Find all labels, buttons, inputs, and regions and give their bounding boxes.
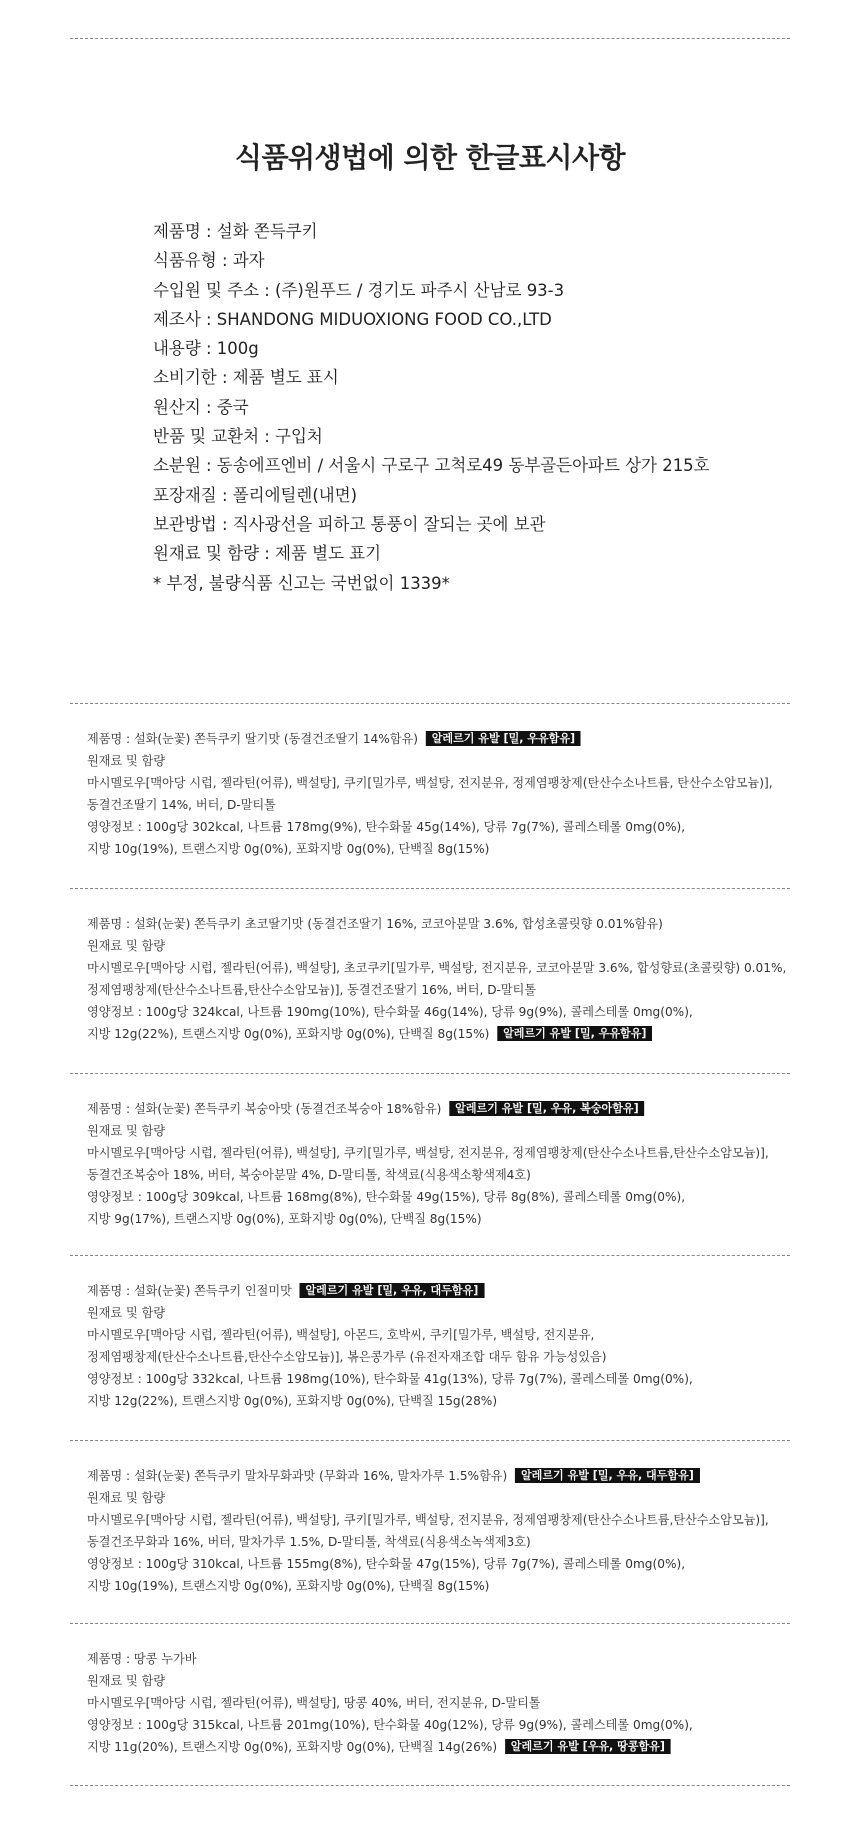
nutrition-line: 영양정보 : 100g당 302kcal, 나트륨 178mg(9%), 탄수화물 45g(14%), 당류 7g(7%), 콜레스테롤 0mg(0%), [87, 819, 686, 834]
ingredients-line: 마시멜로우[맥아당 시럽, 젤라틴(어류), 백설탕], 초코쿠키[밀가루, 백설탕, 전지분유, 코코아분말 3.6%, 합성향료(초콜릿향) 0.01%, [87, 960, 787, 975]
info-product-name: 제품명 : 설화 쫀득쿠키 [153, 222, 318, 242]
product-block-choco-strawberry [87, 913, 807, 1045]
ingredients-line: 정제염팽창제(탄산수소나트륨,탄산수소암모늄)], 동결건조딸기 16%, 버터, D-말티톨 [87, 982, 537, 997]
product-name-line [87, 1465, 792, 1487]
ingredients-line: 정제염팽창제(탄산수소나트륨,탄산수소암모늄)], 볶은콩가루 (유전자재조합 대두 함유 가능성있음) [87, 1349, 607, 1364]
divider [70, 1623, 790, 1624]
nutrition-line: 영양정보 : 100g당 310kcal, 나트륨 155mg(8%), 탄수화물 47g(15%), 당류 7g(7%), 콜레스테롤 0mg(0%), [87, 1556, 686, 1571]
info-origin: 원산지 : 중국 [153, 397, 249, 418]
ingredients-line: 마시멜로우[맥아당 시럽, 젤라틴(어류), 백설탕], 쿠키[밀가루, 백설탕, 전지분유, 정제염팽창제(탄산수소나트륨,탄산수소암모늄)], [87, 1145, 769, 1160]
page-title: 식품위생법에 의한 한글표시사항 [234, 141, 626, 174]
ingredients-line: 동결건조무화과 16%, 버터, 말차가루 1.5%, D-말티톨, 착색료(식용색소녹색제3호) [87, 1534, 531, 1549]
nutrition-line: 지방 10g(19%), 트랜스지방 0g(0%), 포화지방 0g(0%), 단백질 8g(15%) [87, 1578, 490, 1593]
divider [70, 1073, 790, 1074]
divider [70, 888, 790, 889]
ingredients-heading: 원재료 및 함량 [87, 1490, 166, 1505]
product-name-line [87, 728, 792, 750]
product-name: 제품명 : 설화(눈꽃) 쫀득쿠키 말차무화과맛 (무화과 16%, 말차가루 1.5%함유) [87, 1468, 508, 1483]
ingredients-heading: 원재료 및 함량 [87, 938, 166, 953]
ingredients-line: 마시멜로우[맥아당 시럽, 젤라틴(어류), 백설탕], 아몬드, 호박씨, 쿠키[밀가루, 백설탕, 전지분유, [87, 1327, 595, 1342]
info-packaging: 포장재질 : 폴리에틸렌(내면) [153, 485, 358, 506]
product-name: 제품명 : 땅콩 누가바 [87, 1651, 197, 1666]
nutrition-text: 지방 11g(20%), 트랜스지방 0g(0%), 포화지방 0g(0%), 단백질 14g(26%) [87, 1739, 498, 1754]
product-block-peanut-nougat [87, 1648, 807, 1758]
allergy-badge: 알레르기 유발 [밀, 우유, 대두함유] [300, 1283, 485, 1298]
allergy-badge: 알레르기 유발 [밀, 우유함유] [497, 1026, 652, 1041]
info-storage: 보관방법 : 직사광선을 피하고 통풍이 잘되는 곳에 보관 [153, 514, 546, 535]
allergy-badge: 알레르기 유발 [밀, 우유함유] [426, 731, 581, 746]
info-report-notice: * 부정, 불량식품 신고는 국번없이 1339* [153, 573, 450, 594]
divider [70, 1440, 790, 1441]
ingredients-heading: 원재료 및 함량 [87, 1673, 166, 1688]
label-info-block [153, 218, 813, 599]
divider-bottom [70, 1785, 790, 1786]
info-food-type: 식품유형 : 과자 [153, 251, 265, 272]
allergy-badge: 알레르기 유발 [밀, 우유, 대두함유] [515, 1468, 700, 1483]
divider [70, 703, 790, 704]
product-block-matcha-fig [87, 1465, 807, 1597]
nutrition-line-last [87, 1736, 792, 1758]
info-expiry: 소비기한 : 제품 별도 표시 [153, 368, 339, 389]
info-ingredients: 원재료 및 함량 : 제품 별도 표기 [153, 544, 382, 565]
nutrition-line-last [87, 1023, 792, 1045]
product-name-line [87, 1280, 792, 1302]
allergy-badge: 알레르기 유발 [밀, 우유, 복숭아함유] [449, 1101, 644, 1116]
ingredients-heading: 원재료 및 함량 [87, 753, 166, 768]
ingredients-line: 동결건조복숭아 18%, 버터, 복숭아분말 4%, D-말티톨, 착색료(식용색소황색제4호) [87, 1167, 531, 1182]
product-block-strawberry [87, 728, 807, 860]
ingredients-line: 동결건조딸기 14%, 버터, D-말티톨 [87, 797, 276, 812]
nutrition-line: 영양정보 : 100g당 315kcal, 나트륨 201mg(10%), 탄수화물 40g(12%), 당류 9g(9%), 콜레스테롤 0mg(0%), [87, 1717, 693, 1732]
product-name: 제품명 : 설화(눈꽃) 쫀득쿠키 복숭아맛 (동결건조복숭아 18%함유) [87, 1101, 442, 1116]
nutrition-line: 영양정보 : 100g당 309kcal, 나트륨 168mg(8%), 탄수화물 49g(15%), 당류 8g(8%), 콜레스테롤 0mg(0%), [87, 1189, 686, 1204]
nutrition-line: 지방 10g(19%), 트랜스지방 0g(0%), 포화지방 0g(0%), 단백질 8g(15%) [87, 841, 490, 856]
product-name: 제품명 : 설화(눈꽃) 쫀득쿠키 인절미맛 [87, 1283, 292, 1298]
info-repacker: 소분원 : 동송에프엔비 / 서울시 구로구 고척로49 동부골든아파트 상가 215호 [153, 456, 710, 477]
nutrition-line: 지방 9g(17%), 트랜스지방 0g(0%), 포화지방 0g(0%), 단백질 8g(15%) [87, 1211, 482, 1226]
allergy-badge: 알레르기 유발 [우유, 땅콩함유] [505, 1739, 671, 1754]
divider [70, 1255, 790, 1256]
nutrition-text: 지방 12g(22%), 트랜스지방 0g(0%), 포화지방 0g(0%), 단백질 8g(15%) [87, 1026, 490, 1041]
product-block-injeolmi [87, 1280, 807, 1412]
nutrition-line: 영양정보 : 100g당 324kcal, 나트륨 190mg(10%), 탄수화물 46g(14%), 당류 9g(9%), 콜레스테롤 0mg(0%), [87, 1004, 693, 1019]
product-block-peach [87, 1098, 807, 1230]
ingredients-heading: 원재료 및 함량 [87, 1305, 166, 1320]
info-manufacturer: 제조사 : SHANDONG MIDUOXIONG FOOD CO.,LTD [153, 309, 552, 330]
info-returns: 반품 및 교환처 : 구입처 [153, 427, 323, 448]
product-name: 제품명 : 설화(눈꽃) 쫀득쿠키 초코딸기맛 (동결건조딸기 16%, 코코아분말 3.6%, 합성초콜릿향 0.01%함유) [87, 916, 663, 931]
info-net-weight: 내용량 : 100g [153, 339, 259, 360]
nutrition-line: 영양정보 : 100g당 332kcal, 나트륨 198mg(10%), 탄수화물 41g(13%), 당류 7g(7%), 콜레스테롤 0mg(0%), [87, 1371, 693, 1386]
nutrition-line: 지방 12g(22%), 트랜스지방 0g(0%), 포화지방 0g(0%), 단백질 15g(28%) [87, 1393, 498, 1408]
ingredients-line: 마시멜로우[맥아당 시럽, 젤라틴(어류), 백설탕], 쿠키[밀가루, 백설탕, 전지분유, 정제염팽창제(탄산수소나트륨,탄산수소암모늄)], [87, 1512, 769, 1527]
product-name-line [87, 1098, 792, 1120]
ingredients-line: 마시멜로우[맥아당 시럽, 젤라틴(어류), 백설탕], 땅콩 40%, 버터, 전지분유, D-말티톨 [87, 1695, 541, 1710]
ingredients-heading: 원재료 및 함량 [87, 1123, 166, 1138]
product-name: 제품명 : 설화(눈꽃) 쫀득쿠키 딸기맛 (동결건조딸기 14%함유) [87, 731, 418, 746]
divider-top [70, 38, 790, 39]
info-importer: 수입원 및 주소 : (주)원푸드 / 경기도 파주시 산남로 93-3 [153, 280, 565, 301]
ingredients-line: 마시멜로우[맥아당 시럽, 젤라틴(어류), 백설탕], 쿠키[밀가루, 백설탕, 전지분유, 정제염팽창제(탄산수소나트륨, 탄산수소암모늄)], [87, 775, 773, 790]
